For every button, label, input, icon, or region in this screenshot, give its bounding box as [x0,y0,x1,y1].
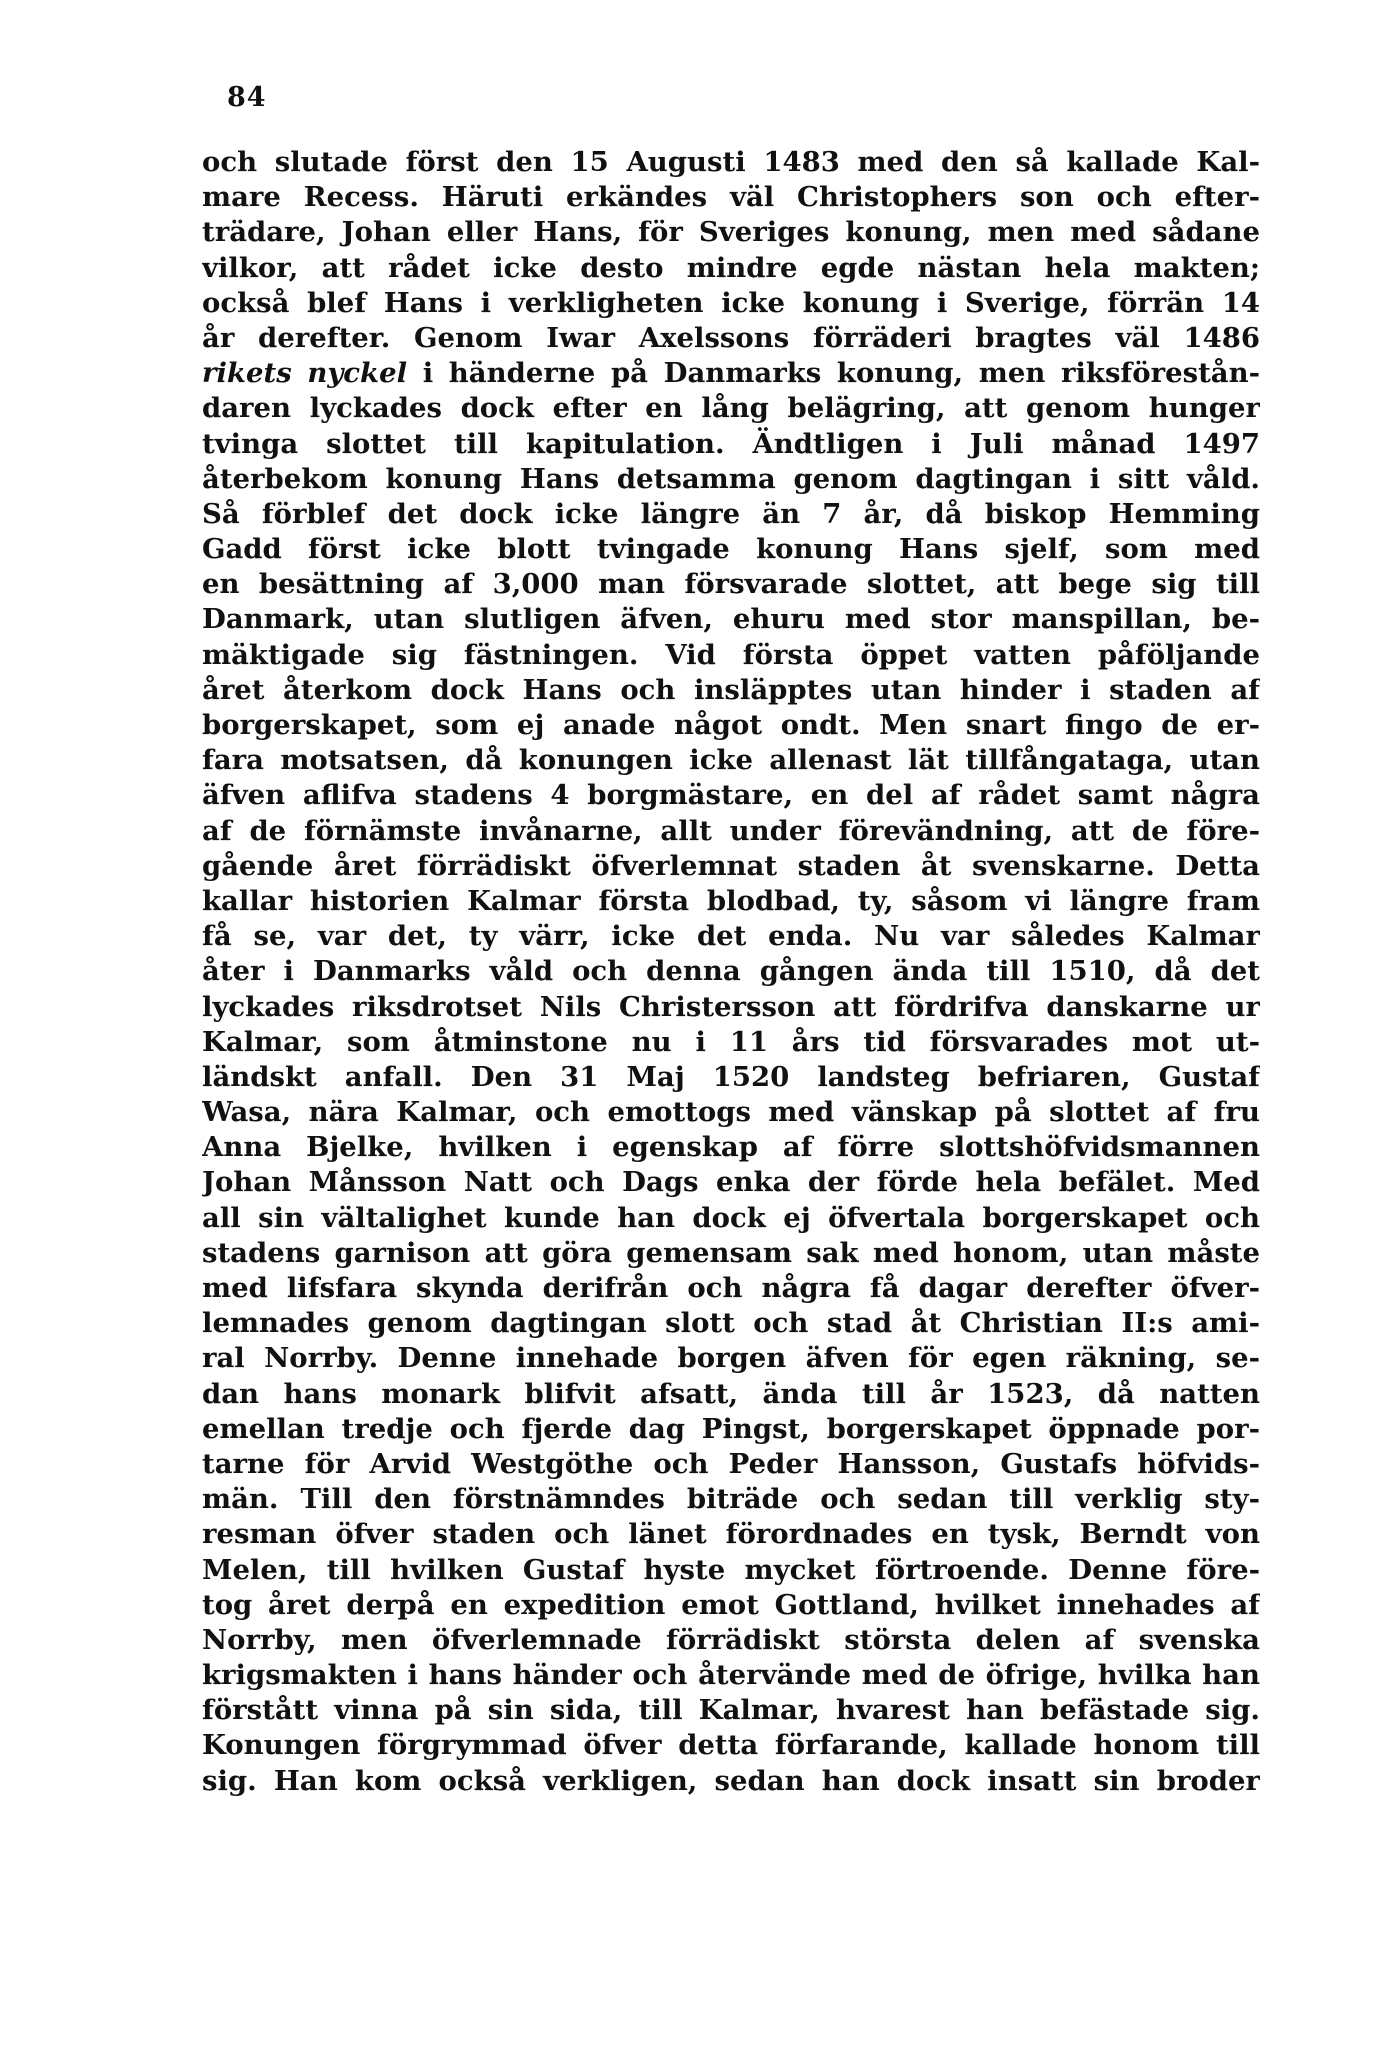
italic-phrase: rikets nyckel [202,357,408,390]
text-line [202,1623,1260,1658]
text-line [202,1588,1260,1623]
text-segment: borgerskapet, som ej anade något ondt. Men snart fingo de er- [202,709,1260,741]
text-segment: lyckades riksdrotset Nils Christersson att fördrifva danskarne ur [202,990,1260,1023]
text-line [202,1482,1260,1517]
text-segment: all sin vältalighet kunde han dock ej öfvertala borgerskapet och [202,1201,1260,1234]
text-segment: tvinga slottet till kapitulation. Ändtligen i Juli månad 1497 [202,427,1260,460]
text-line [202,1236,1260,1271]
text-segment: Danmark, utan slutligen äfven, ehuru med stor manspillan, be- [202,603,1260,636]
text-segment: åter i Danmarks våld och denna gången ända till 1510, då det [202,955,1260,988]
text-segment: i händerne på Danmarks konung, men riksförestån- [407,357,1260,390]
text-segment: Anna Bjelke, hvilken i egenskap af förre slottshöfvidsmannen [202,1131,1260,1164]
text-line [202,1412,1260,1447]
text-line [202,1060,1260,1095]
text-segment: också blef Hans i verkligheten icke konung i Sverige, förrän 14 [202,286,1260,319]
text-segment: trädare, Johan eller Hans, för Sveriges konung, men med sådane [202,216,1260,249]
text-line [202,954,1260,989]
text-segment: äfven aflifva stadens 4 borgmästare, en del af rådet samt några [202,779,1260,812]
text-line [202,1165,1260,1200]
text-segment: en besättning af 3,000 man försvarade slottet, att bege sig till [202,568,1260,601]
text-line [202,251,1260,286]
text-segment: Konungen förgrymmad öfver detta förfarande, kallade honom till [202,1729,1260,1762]
text-line [202,778,1260,813]
text-segment: mäktigade sig fästningen. Vid första öppet vatten påföljande [202,638,1260,671]
text-line [202,1341,1260,1376]
text-segment: få se, var det, ty värr, icke det enda. Nu var således Kalmar [202,920,1260,953]
text-line [202,743,1260,778]
text-segment: gående året förrädiskt öfverlemnat staden åt svenskarne. Detta [202,849,1260,882]
text-segment: Johan Månsson Natt och Dags enka der förde hela befälet. Med [202,1166,1260,1199]
text-segment: af de förnämste invånarne, allt under förevändning, att de före- [202,814,1260,847]
text-segment: tog året derpå en expedition emot Gottland, hvilket innehades af [202,1588,1260,1621]
text-line [202,849,1260,884]
text-segment: förstått vinna på sin sida, till Kalmar, hvarest han befästade sig. [202,1694,1260,1727]
text-line [202,532,1260,567]
text-segment: Kalmar, som åtminstone nu i 11 års tid försvarades mot ut- [202,1025,1260,1058]
text-segment: män. Till den förstnämndes biträde och sedan till verklig sty- [202,1483,1260,1516]
text-segment: sig. Han kom också verkligen, sedan han dock insatt sin broder [202,1764,1260,1797]
text-line [202,638,1260,673]
text-line [202,567,1260,602]
text-line [202,180,1260,215]
text-segment: Gadd först icke blott tvingade konung Hans sjelf, som med [202,533,1260,566]
text-segment: mare Recess. Häruti erkändes väl Christophers son och efter- [202,181,1260,214]
text-segment: vilkor, att rådet icke desto mindre egde nästan hela makten; [202,251,1260,284]
text-segment: Så förblef det dock icke längre än 7 år, då biskop Hemming [202,497,1260,530]
text-line [202,1201,1260,1236]
text-segment: och slutade först den 15 Augusti 1483 med den så kallade Kal- [202,146,1260,178]
text-segment: lemnades genom dagtingan slott och stad åt Christian II:s ami- [202,1307,1260,1340]
text-line [202,145,1260,180]
text-segment: ral Norrby. Denne innehade borgen äfven för egen räkning, se- [202,1342,1260,1375]
text-line [202,919,1260,954]
text-segment: fara motsatsen, då konungen icke allenast lät tillfångataga, utan [202,744,1260,777]
text-line [202,427,1260,462]
text-line [202,602,1260,637]
text-line [202,1095,1260,1130]
text-segment: återbekom konung Hans detsamma genom dagtingan i sitt våld. [202,462,1260,495]
page-number: 84 [227,82,267,113]
text-line [202,1306,1260,1341]
text-line [202,286,1260,321]
text-segment: året återkom dock Hans och insläpptes utan hinder i staden af [202,673,1260,706]
text-line [202,1130,1260,1165]
text-line [202,1693,1260,1728]
text-segment: emellan tredje och fjerde dag Pingst, borgerskapet öppnade por- [202,1412,1260,1445]
text-line [202,321,1260,356]
text-line [202,1728,1260,1763]
text-segment: resman öfver staden och länet förordnades en tysk, Berndt von [202,1518,1260,1551]
text-line [202,673,1260,708]
text-segment: Norrby, men öfverlemnade förrädiskt största delen af svenska [202,1623,1260,1656]
text-segment: krigsmakten i hans händer och återvände med de öfrige, hvilka han [202,1659,1260,1692]
text-line [202,391,1260,426]
text-line [202,497,1260,532]
text-segment: kallar historien Kalmar första blodbad, ty, såsom vi längre fram [202,884,1260,917]
text-segment: dan hans monark blifvit afsatt, ända till år 1523, då natten [202,1377,1260,1410]
text-line [202,1377,1260,1412]
text-line [202,1764,1260,1799]
text-segment: ländskt anfall. Den 31 Maj 1520 landsteg befriaren, Gustaf [202,1060,1260,1093]
text-line [202,356,1260,391]
text-line [202,708,1260,743]
text-line [202,1271,1260,1306]
text-segment: stadens garnison att göra gemensam sak med honom, utan måste [202,1236,1260,1269]
text-line [202,1553,1260,1588]
text-segment: Melen, till hvilken Gustaf hyste mycket förtroende. Denne före- [202,1553,1260,1586]
text-segment: med lifsfara skynda derifrån och några få dagar derefter öfver- [202,1272,1260,1304]
body-text [202,145,1260,1799]
text-segment: tarne för Arvid Westgöthe och Peder Hansson, Gustafs höfvids- [202,1447,1260,1480]
text-line [202,1447,1260,1482]
text-segment: daren lyckades dock efter en lång belägring, att genom hunger [202,392,1260,425]
text-line [202,884,1260,919]
text-line [202,215,1260,250]
text-line [202,1025,1260,1060]
text-line [202,990,1260,1025]
text-segment: år derefter. Genom Iwar Axelssons förräderi bragtes väl 1486 [202,321,1260,354]
text-segment: Wasa, nära Kalmar, och emottogs med vänskap på slottet af fru [202,1096,1260,1129]
text-line [202,462,1260,497]
text-line [202,1658,1260,1693]
text-line [202,814,1260,849]
text-line [202,1517,1260,1552]
